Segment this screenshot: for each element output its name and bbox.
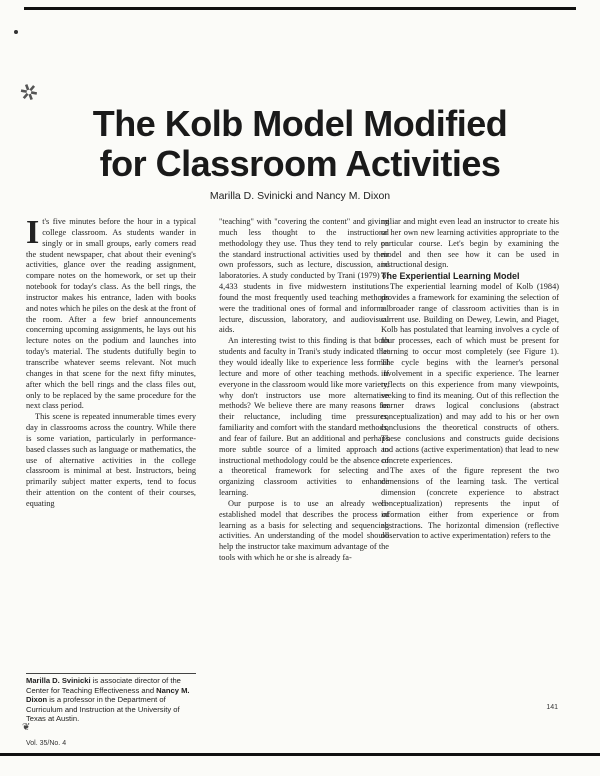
section-heading: The Experiential Learning Model <box>381 271 520 282</box>
corner-mark <box>14 30 18 34</box>
paragraph: Our purpose is to use an already well-established model that describes the process of learning as a basis for selecting and sequencing activities. An understanding of the model should help the instructor take maximum advantage of the tools with which he or she is already fa- <box>219 498 389 563</box>
footnote-author-1: Marilla D. Svinicki <box>26 676 91 685</box>
author-footnote <box>26 676 196 724</box>
paragraph: "teaching" with "covering the content" and giving much less thought to the instructional methodology they use. Thus they tend to rely on the standard instructional activities used by their own professors, such as lecture, discussion, and laboratories. A study conducted by Trani (1979) of 4,433 students in five midwestern institutions found the most frequently used teaching methods were the traditional ones of formal and informal lecture, discussion, laboratory, and audiovisual aids. <box>219 217 389 335</box>
footnote-text-2: is a professor in the Department of Curriculum and Instruction at the University of Texas at Austin. <box>26 695 180 724</box>
authors: Marilla D. Svinicki and Nancy M. Dixon <box>209 190 391 202</box>
bottom-rule <box>0 753 600 756</box>
folio-volume: Vol. 35/No. 4 <box>26 740 67 747</box>
footnote-text-1: is associate director of the Center for Teaching Effectiveness and <box>26 676 181 695</box>
top-rule <box>24 7 576 10</box>
page-number: 141 <box>546 704 558 711</box>
title-line-2: for Classroom Activities <box>99 143 501 184</box>
paragraph: miliar and might even lead an instructor to create his or her own new learning activities appropriate to the particular course. Let's begin by examining the model and then see how it can be used in instructional design. <box>381 217 559 270</box>
title-line-1: The Kolb Model Modified <box>92 103 508 144</box>
paragraph: The axes of the figure represent the two dimensions of the learning task. The vertical dimension (concrete experience to abstract conceptualization) represents the input of information either from experience or from abstractions. The horizontal dimension (reflective observation to active experimentation) refers to the <box>381 466 559 541</box>
drop-cap: I <box>26 214 40 251</box>
column-2 <box>219 217 389 564</box>
column-3 <box>381 217 559 542</box>
seal-icon: ❦ <box>22 722 31 733</box>
footnote-author-2: Nancy M. Dixon <box>26 685 190 705</box>
column-1 <box>26 214 196 510</box>
paragraph: This scene is repeated innumerable times every day in classrooms across the country. While there is some variation, particularly in performance-based classes such as language or mathematics, the use of alternative activities in the college classroom is minimal at best. Instructors, being primarily subject matter experts, tend to focus their attention on the content of their courses, equating <box>26 412 196 508</box>
footnote-rule <box>26 673 196 674</box>
paragraph <box>26 214 196 412</box>
paragraph-text: t's five minutes before the hour in a typical college classroom. As students wander in singly or in small groups, early comers read the student newspaper, chat about their evening's activities, glance over the reading assignment, compare notes on the homework, or set up their notebook for today's class. As the bell rings, the instructor makes his entrance, laden with books and notes which he piles on the desk at the front of the room. After a few brief announcements concerning upcoming assignments, he lays out his lecture notes on the podium and launches into today's material. The students dutifully begin to transcribe whatever seems relevant. Not much changes in that scene for the next fifty minutes, after which the bell rings and the class files out, only to be replaced by the same procedure for the next class period. <box>26 217 196 411</box>
article-title <box>0 104 600 184</box>
paragraph: An interesting twist to this finding is that both students and faculty in Trani's study indicated that they would ideally like to experience less formal lecture and more of other teaching methods. If everyone in the classroom would like more variety, why don't instructors use more alternative methods? We believe there are many reasons for their reluctance, including time pressures, familiarity and comfort with the standard methods, and fear of failure. But an additional and perhaps more subtle source of a limited approach to instructional methodology could be the absence of a theoretical framework for selecting and organizing classroom activities to enhance learning. <box>219 336 389 498</box>
ornament-icon: ✲ <box>16 77 42 108</box>
paragraph: The experiential learning model of Kolb (1984) provides a framework for examining the selection of a broader range of classroom activities than is in current use. Building on Dewey, Lewin, and Piaget, Kolb has postulated that learning involves a cycle of four processes, each of which must be present for learning to occur most completely (see Figure 1). The cycle begins with the learner's personal involvement in a specific experience. The learner reflects on this experience from many viewpoints, seeking to find its meaning. Out of this reflection the learner draws logical conclusions (abstract conceptualization) and may add to his or her own conclusions the theoretical constructs of others. These conclusions and constructs guide decisions and actions (active experimentation) that lead to new concrete experiences. <box>381 282 559 465</box>
